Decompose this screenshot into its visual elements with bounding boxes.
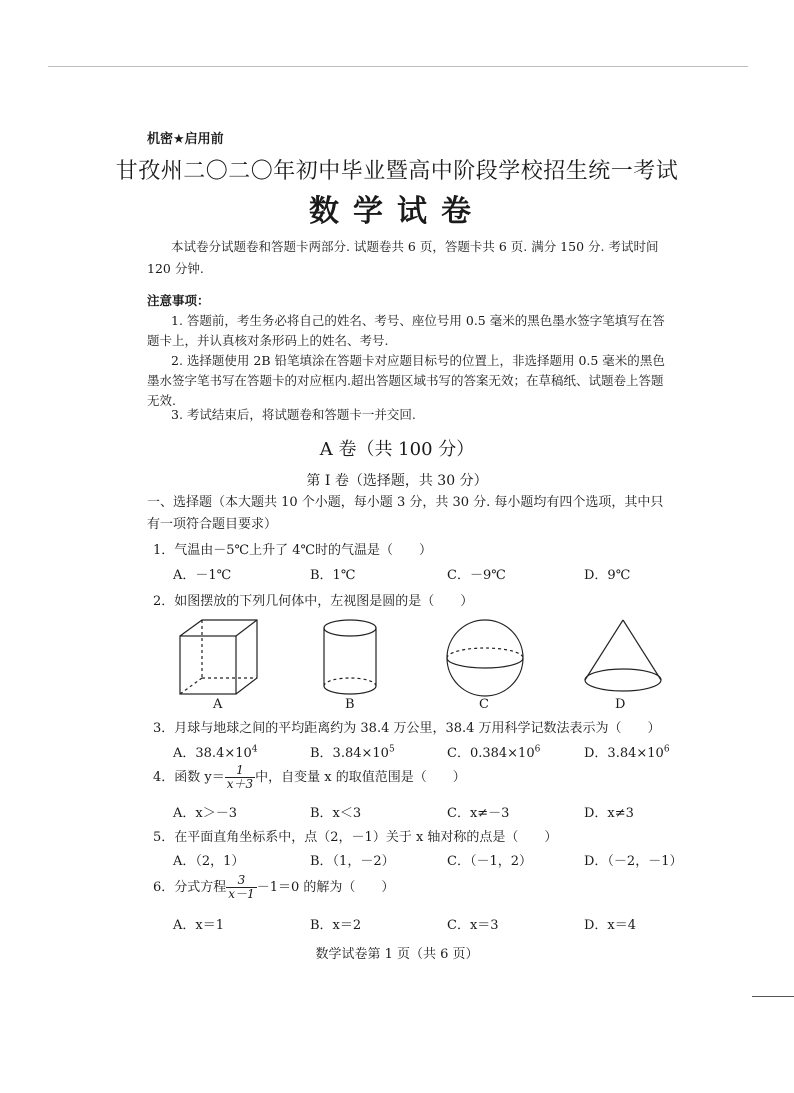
figure-label-c: C [479,697,489,712]
exam-title: 甘孜州二〇二〇年初中毕业暨高中阶段学校招生统一考试 [115,159,679,184]
question-2-stem: 2．如图摆放的下列几何体中，左视图是圆的是（ ） [153,594,474,609]
q4-option-d: D．x≠3 [584,806,634,821]
figure-label-a: A [213,697,223,712]
q4-option-c: C．x≠－3 [447,806,510,821]
intro-paragraph: 本试卷分试题卷和答题卡两部分. 试题卷共 6 页，答题卡共 6 页. 满分 150 分. 考试时间 120 分钟. [147,239,659,276]
figure-label-b: B [345,697,355,712]
page-footer: 数学试卷第 1 页（共 6 页） [315,947,479,962]
q3-option-d: D．$3.84\times 10^6$ [584,744,670,761]
q5-option-d: D．（－2，－1） [584,854,683,869]
q6-option-a: A．x＝1 [173,918,224,933]
q1-option-d: D．9℃ [584,568,631,583]
cone-figure [578,616,668,700]
q1-option-a: A．－1℃ [173,568,232,583]
q3-option-b: B．$3.84\times 10^5$ [310,744,395,761]
question-5-stem: 5．在平面直角坐标系中，点（2，－1）关于 x 轴对称的点是（ ） [153,830,558,845]
q4-option-b: B．x＜3 [310,806,362,821]
q1-option-b: B．1℃ [310,568,356,583]
part-1-heading: 第 I 卷（选择题，共 30 分） [306,473,488,489]
q5-option-b: B．（1，－2） [310,854,395,869]
note-item-3: 3. 考试结束后，将试题卷和答题卡一并交回. [171,407,416,422]
note-item-1: 1. 答题前，考生务必将自己的姓名、考号、座位号用 0.5 毫米的黑色墨水签字笔填写在答题卡上，并认真核对条形码上的姓名、考号. [147,313,665,348]
q5-option-c: C．（－1，2） [447,854,532,869]
paper-top-edge [48,66,748,67]
cube-figure [175,616,265,700]
question-1-stem: 1．气温由－5℃上升了 4℃时的气温是（ ） [153,543,433,558]
note-item-2: 2. 选择题使用 2B 铅笔填涂在答题卡对应题目标号的位置上，非选择题用 0.5 毫米的黑色墨水签字笔书写在答题卡的对应框内.超出答题区域书写的答案无效；在草稿纸、试题卷上答题无效. [147,353,665,408]
q6-fraction: $\frac{3}{x-1}$ [228,873,255,901]
q1-option-c: C．－9℃ [447,568,506,583]
confidential-label: 机密★启用前 [147,132,224,147]
paper-bottom-edge [752,996,794,997]
cylinder-figure [318,616,382,700]
choice-instruction: 一、选择题（本大题共 10 个小题，每小题 3 分，共 30 分. 每小题均有四个选项，其中只有一项符合题目要求） [147,495,664,532]
question-3-stem: 3．月球与地球之间的平均距离约为 38.4 万公里，38.4 万用科学记数法表示为（ ） [153,721,661,736]
q3-option-c: C．$0.384\times 10^6$ [447,744,541,761]
section-a-heading: A 卷（共 100 分） [319,439,475,460]
q6-option-b: B．x＝2 [310,918,362,933]
q3-option-a: A．$38.4\times 10^4$ [173,744,258,761]
question-6-stem: 6．分式方程 $\frac{3}{x-1}$ －1＝0 的解为（ ） [153,873,395,901]
q4-fraction: $\frac{1}{x+3}$ [226,763,254,791]
notes-heading: 注意事项： [147,293,210,308]
q6-option-c: C．x＝3 [447,918,499,933]
q6-option-d: D．x＝4 [584,918,637,933]
subject-title: 数学试卷 [309,194,485,229]
sphere-figure [440,616,530,700]
figure-label-d: D [615,697,626,712]
question-4-stem: 4．函数 y＝ $\frac{1}{x+3}$ 中，自变量 x 的取值范围是（ ） [153,763,466,791]
q4-option-a: A．x＞－3 [173,806,237,821]
q5-option-a: A．（2，1） [173,854,245,869]
